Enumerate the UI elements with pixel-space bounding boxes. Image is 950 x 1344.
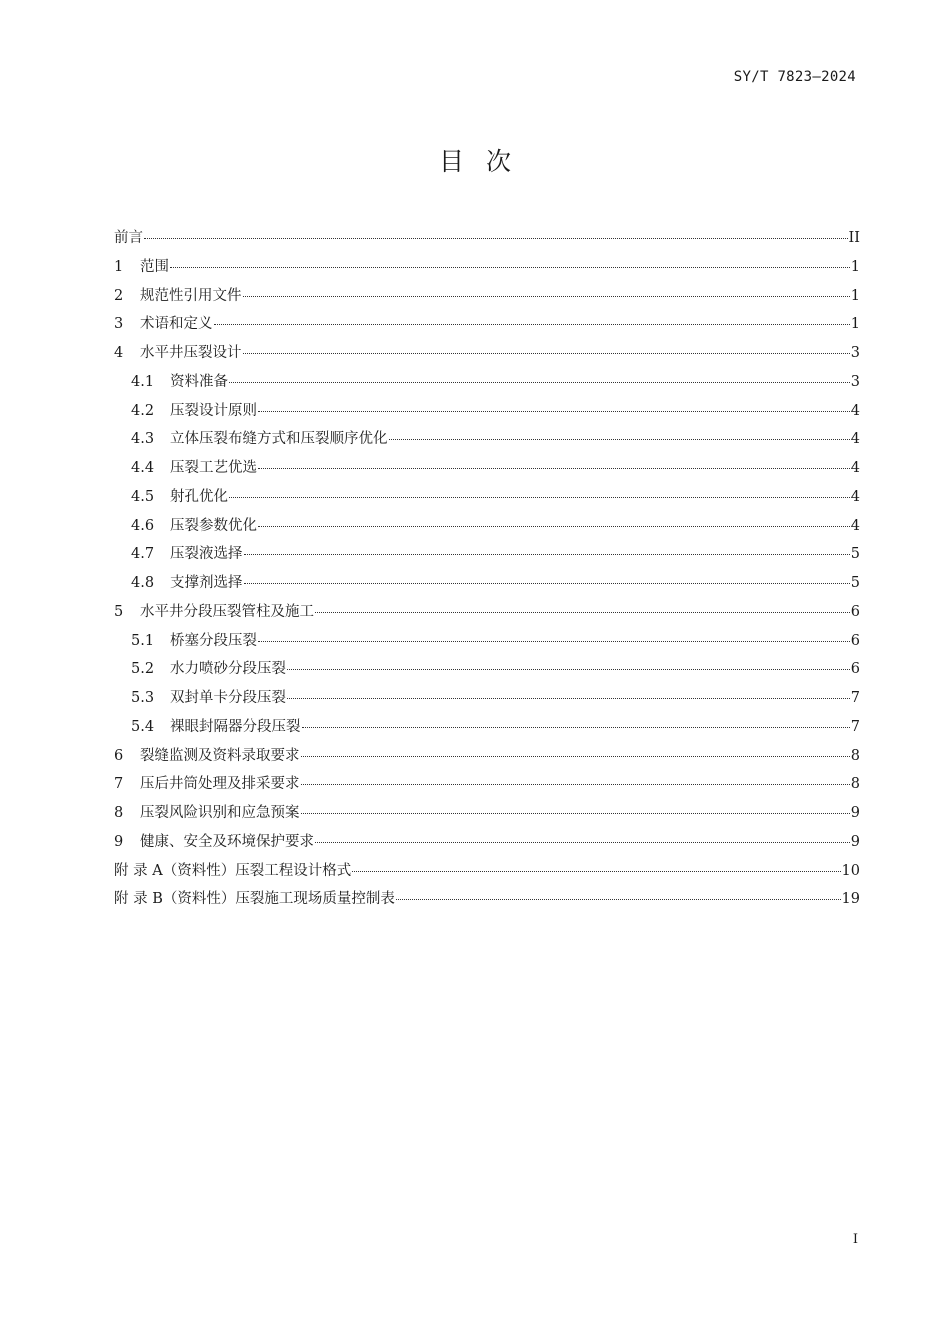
toc-entry-number: 2 xyxy=(114,287,124,304)
toc-entry-number: 8 xyxy=(114,805,124,821)
toc-entry[interactable] xyxy=(114,830,860,859)
toc-dot-leader xyxy=(229,497,850,498)
toc-dot-leader xyxy=(301,784,850,785)
toc-entry-page: 7 xyxy=(850,718,860,735)
page-title: 目次 xyxy=(438,147,533,176)
toc-entry-page: 8 xyxy=(850,747,860,764)
toc-entry-number: 4 xyxy=(114,345,124,361)
toc-entry-text: 术语和定义 xyxy=(140,316,213,333)
toc-entry-label xyxy=(131,686,286,707)
toc-entry-text: 健康、安全及环境保护要求 xyxy=(140,833,314,850)
toc-entry-label xyxy=(131,399,257,420)
toc-entry-number: 4.4 xyxy=(131,460,155,476)
toc-entry-page: 1 xyxy=(850,258,860,275)
toc-dot-leader xyxy=(244,583,850,584)
toc-entry-text: 压裂设计原则 xyxy=(170,402,257,419)
toc-entry-page: 9 xyxy=(850,805,860,821)
toc-entry-label xyxy=(114,226,143,247)
toc-entry-number: 5.1 xyxy=(131,632,155,649)
toc-entry-text: 立体压裂布缝方式和压裂顺序优化 xyxy=(170,431,388,448)
toc-entry[interactable] xyxy=(114,600,860,629)
toc-entry-page: 3 xyxy=(850,345,860,361)
toc-dot-leader xyxy=(315,612,850,613)
toc-entry-number: 9 xyxy=(114,833,124,850)
toc-entry-number: 4.8 xyxy=(131,575,155,591)
toc-entry-page: 4 xyxy=(850,402,860,419)
toc-entry-page: 6 xyxy=(850,603,860,620)
toc-entry[interactable] xyxy=(114,686,860,715)
toc-entry-page: 4 xyxy=(850,431,860,448)
toc-dot-leader xyxy=(258,526,850,527)
toc-entry-label xyxy=(114,255,169,276)
toc-entry-label xyxy=(131,456,257,477)
toc-entry-page: 6 xyxy=(850,661,860,678)
toc-entry-text: 压裂工艺优选 xyxy=(170,460,257,476)
toc-entry-page: 4 xyxy=(850,517,860,534)
toc-entry-label xyxy=(131,542,243,563)
standard-number: SY/T 7823—2024 xyxy=(733,69,856,85)
toc-entry-label xyxy=(114,312,213,333)
toc-entry-label xyxy=(114,801,300,822)
toc-entry-label xyxy=(131,715,301,736)
toc-entry-label xyxy=(131,514,257,535)
toc-entry-number: 4.2 xyxy=(131,402,155,419)
toc-entry-number: 4.5 xyxy=(131,488,155,505)
toc-entry-page: 6 xyxy=(850,632,860,649)
toc-entry[interactable] xyxy=(114,514,860,543)
toc-entry[interactable] xyxy=(114,341,860,370)
toc-entry-label xyxy=(114,772,300,793)
toc-entry-label xyxy=(114,830,314,851)
toc-entry-label xyxy=(114,341,242,362)
toc-dot-leader xyxy=(214,324,850,325)
toc-entry[interactable] xyxy=(114,542,860,571)
toc-entry-page: 3 xyxy=(850,373,860,390)
toc-entry-page: 9 xyxy=(850,833,860,850)
toc-dot-leader xyxy=(302,727,850,728)
toc-entry[interactable] xyxy=(114,485,860,514)
toc-entry-text: 范围 xyxy=(140,258,169,275)
toc-entry-text: 附 录 A（资料性）压裂工程设计格式 xyxy=(114,862,352,879)
toc-entry-label xyxy=(131,657,286,678)
toc-entry[interactable] xyxy=(114,456,860,485)
toc-entry-text: 裸眼封隔器分段压裂 xyxy=(170,718,301,735)
toc-entry-number: 7 xyxy=(114,776,124,793)
toc-entry-page: 7 xyxy=(850,690,860,706)
toc-dot-leader xyxy=(315,842,850,843)
toc-entry-text: 双封单卡分段压裂 xyxy=(170,690,286,706)
toc-entry[interactable] xyxy=(114,571,860,600)
toc-dot-leader xyxy=(287,669,850,670)
toc-entry-page: 10 xyxy=(841,862,860,879)
toc-entry-number: 5.2 xyxy=(131,661,155,678)
toc-entry-page: 19 xyxy=(841,891,860,908)
toc-entry-text: 水力喷砂分段压裂 xyxy=(170,661,286,678)
toc-entry[interactable] xyxy=(114,312,860,341)
toc-entry[interactable] xyxy=(114,370,860,399)
toc-entry-text: 压裂风险识别和应急预案 xyxy=(140,805,300,821)
toc-entry[interactable] xyxy=(114,657,860,686)
toc-entry-page: 4 xyxy=(850,488,860,505)
toc-entry-text: 水平井分段压裂管柱及施工 xyxy=(140,603,314,620)
toc-entry[interactable] xyxy=(114,715,860,744)
toc-entry-text: 资料准备 xyxy=(170,373,228,390)
toc-dot-leader xyxy=(144,238,848,239)
toc-entry[interactable] xyxy=(114,255,860,284)
toc-entry-number: 1 xyxy=(114,258,124,275)
toc-dot-leader xyxy=(170,267,850,268)
toc-entry-number: 5 xyxy=(114,603,124,620)
toc-entry-text: 规范性引用文件 xyxy=(140,287,242,304)
toc-entry-number: 5.3 xyxy=(131,690,155,706)
toc-entry-page: 1 xyxy=(850,287,860,304)
toc-entry-label xyxy=(131,629,257,650)
toc-dot-leader xyxy=(243,296,850,297)
toc-entry-text: 附 录 B（资料性）压裂施工现场质量控制表 xyxy=(114,891,395,908)
toc-entry-number: 5.4 xyxy=(131,718,155,735)
toc-entry-page: 8 xyxy=(850,776,860,793)
toc-entry-label xyxy=(114,859,351,880)
toc-entry-page: 4 xyxy=(850,460,860,476)
table-of-contents xyxy=(114,226,860,916)
toc-dot-leader xyxy=(301,813,850,814)
toc-entry[interactable] xyxy=(114,399,860,428)
toc-entry-text: 前言 xyxy=(114,230,143,246)
toc-entry-label xyxy=(131,485,228,506)
toc-entry[interactable] xyxy=(114,284,860,313)
toc-dot-leader xyxy=(301,756,850,757)
toc-dot-leader xyxy=(396,899,841,900)
toc-dot-leader xyxy=(389,439,850,440)
toc-entry-number: 4.3 xyxy=(131,431,155,448)
toc-dot-leader xyxy=(258,411,850,412)
toc-entry[interactable] xyxy=(114,427,860,456)
toc-entry-number: 6 xyxy=(114,747,124,764)
toc-entry[interactable] xyxy=(114,744,860,773)
toc-entry-page: 5 xyxy=(850,546,860,563)
toc-entry-page: 1 xyxy=(850,316,860,333)
toc-entry-label xyxy=(114,600,314,621)
toc-entry-label xyxy=(114,744,300,765)
toc-entry-page: 5 xyxy=(850,575,860,591)
toc-entry[interactable] xyxy=(114,801,860,830)
toc-entry-text: 压裂参数优化 xyxy=(170,517,257,534)
toc-dot-leader xyxy=(352,871,840,872)
toc-entry-number: 4.6 xyxy=(131,517,155,534)
page-number: I xyxy=(852,1232,858,1247)
toc-entry-text: 桥塞分段压裂 xyxy=(170,632,257,649)
toc-entry-text: 支撑剂选择 xyxy=(170,575,243,591)
toc-dot-leader xyxy=(244,554,850,555)
toc-entry[interactable] xyxy=(114,629,860,658)
toc-entry[interactable] xyxy=(114,887,860,916)
toc-dot-leader xyxy=(229,382,850,383)
toc-entry-number: 4.1 xyxy=(131,373,155,390)
toc-entry-text: 压后井筒处理及排采要求 xyxy=(140,776,300,793)
toc-dot-leader xyxy=(258,468,850,469)
toc-entry[interactable] xyxy=(114,772,860,801)
toc-entry-label xyxy=(131,370,228,391)
toc-entry-page: II xyxy=(848,230,860,246)
toc-entry-label xyxy=(131,427,388,448)
toc-dot-leader xyxy=(243,353,850,354)
toc-entry-label xyxy=(131,571,243,592)
toc-entry-text: 裂缝监测及资料录取要求 xyxy=(140,747,300,764)
toc-entry[interactable] xyxy=(114,226,860,255)
toc-dot-leader xyxy=(258,641,850,642)
toc-entry[interactable] xyxy=(114,859,860,888)
toc-entry-text: 压裂液选择 xyxy=(170,546,243,563)
toc-entry-label xyxy=(114,284,242,305)
toc-entry-number: 3 xyxy=(114,316,124,333)
toc-entry-label xyxy=(114,887,395,908)
toc-entry-text: 水平井压裂设计 xyxy=(140,345,242,361)
toc-dot-leader xyxy=(287,698,850,699)
toc-entry-number: 4.7 xyxy=(131,546,155,563)
toc-entry-text: 射孔优化 xyxy=(170,488,228,505)
